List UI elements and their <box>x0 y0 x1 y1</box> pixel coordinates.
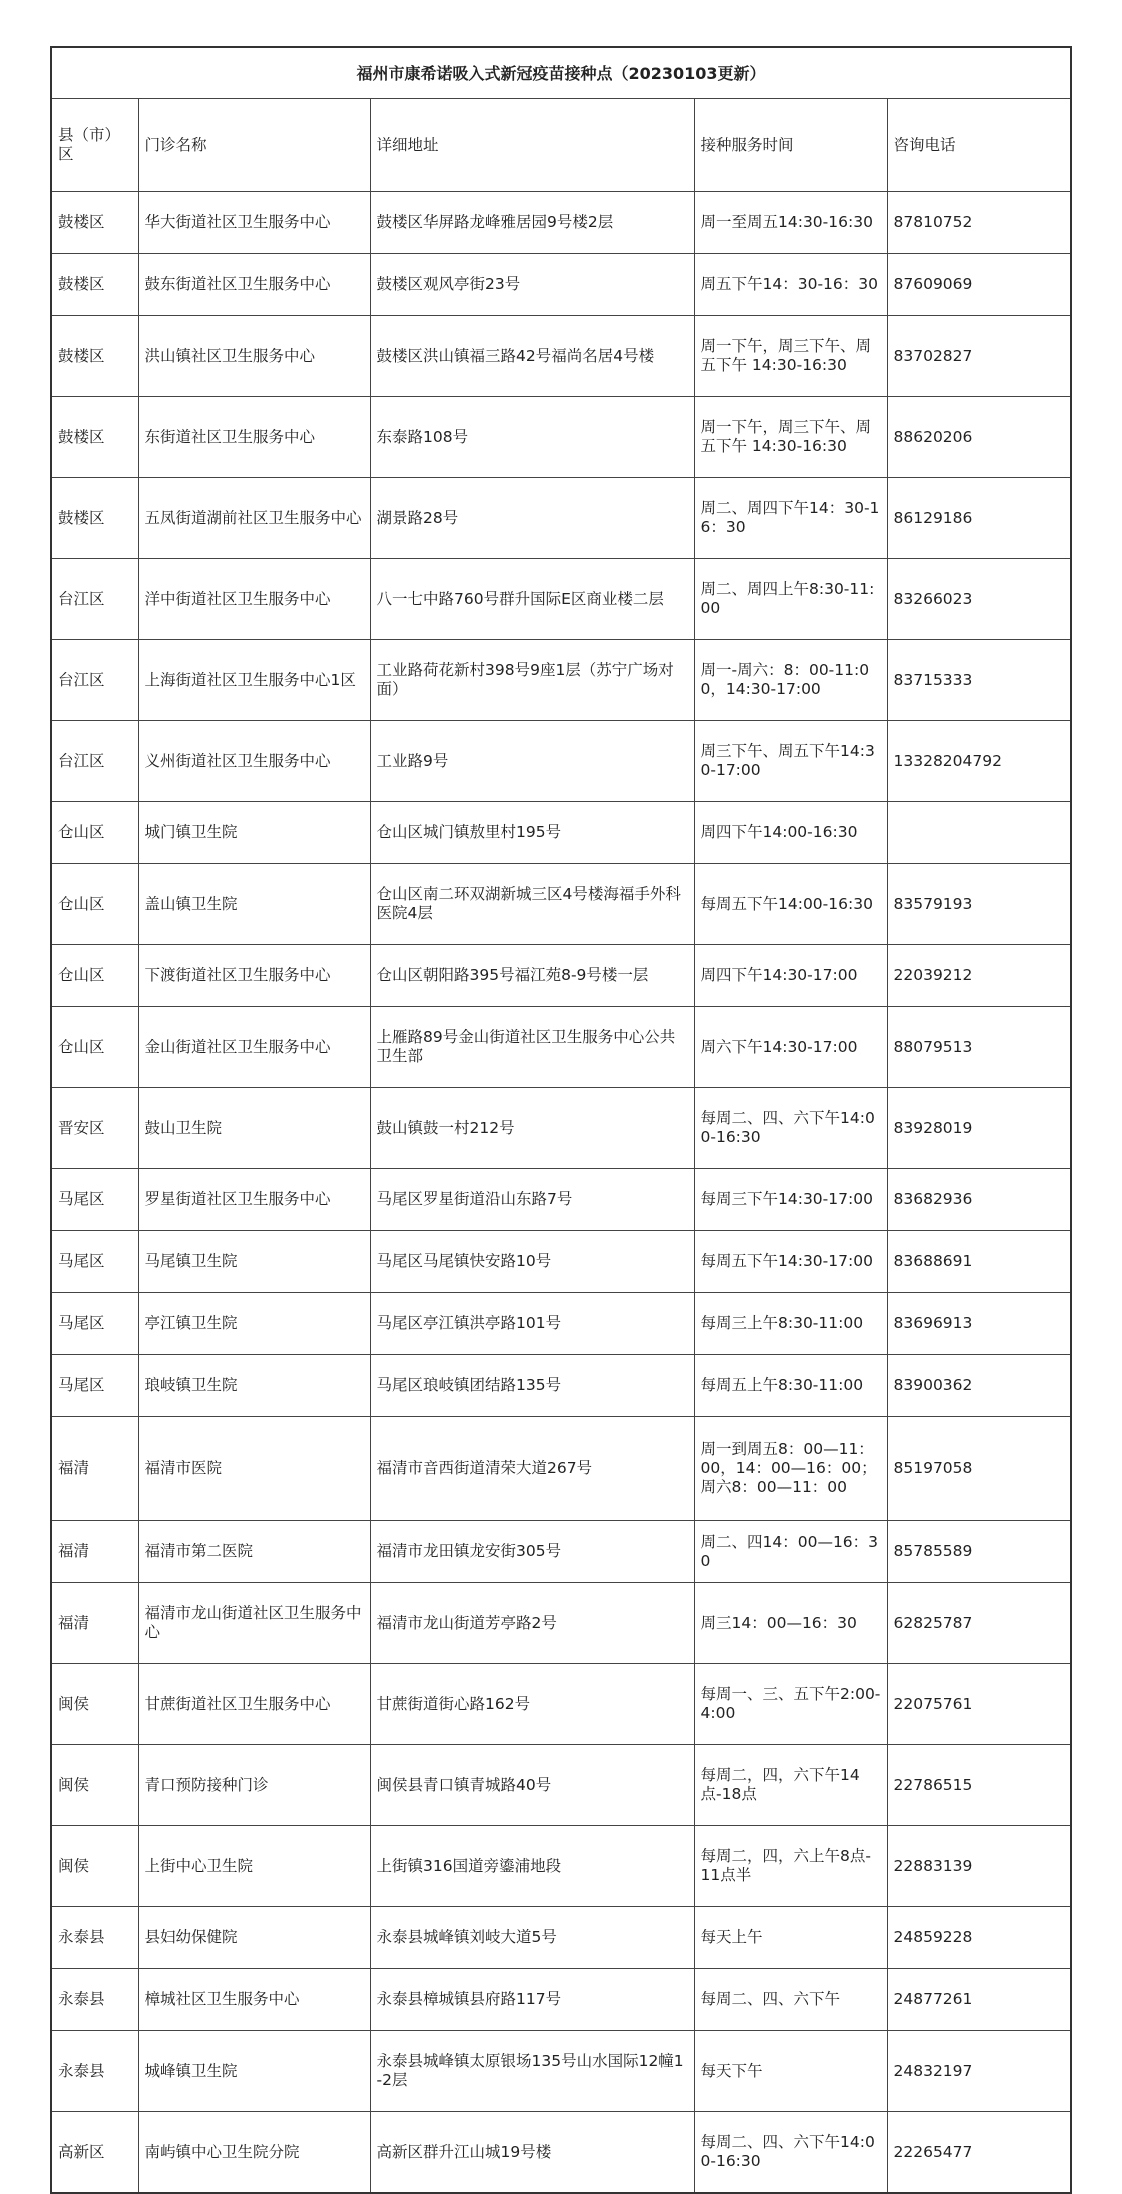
service-time-cell: 每周二，四，六下午14点-18点 <box>694 1745 887 1826</box>
district-cell: 马尾区 <box>51 1355 138 1417</box>
table-row <box>51 1088 1071 1169</box>
service-time-cell: 每周三上午8:30-11:00 <box>694 1293 887 1355</box>
phone-cell: 22883139 <box>887 1826 1071 1907</box>
service-time-cell: 每周一、三、五下午2:00-4:00 <box>694 1664 887 1745</box>
district-cell: 马尾区 <box>51 1169 138 1231</box>
header-address: 详细地址 <box>370 99 694 192</box>
district-cell: 仓山区 <box>51 945 138 1007</box>
address-cell: 高新区群升江山城19号楼 <box>370 2112 694 2194</box>
phone-cell: 85197058 <box>887 1417 1071 1521</box>
table-row <box>51 802 1071 864</box>
table-row <box>51 945 1071 1007</box>
clinic-name-cell: 义州街道社区卫生服务中心 <box>138 721 370 802</box>
district-cell: 鼓楼区 <box>51 478 138 559</box>
phone-cell: 88620206 <box>887 397 1071 478</box>
clinic-name-cell: 亭江镇卫生院 <box>138 1293 370 1355</box>
table-row <box>51 1231 1071 1293</box>
district-cell: 鼓楼区 <box>51 192 138 254</box>
address-cell: 马尾区罗星街道沿山东路7号 <box>370 1169 694 1231</box>
service-time-cell: 周二、四14：00—16：30 <box>694 1521 887 1583</box>
service-time-cell: 周三14：00—16：30 <box>694 1583 887 1664</box>
clinic-name-cell: 福清市医院 <box>138 1417 370 1521</box>
table-row <box>51 640 1071 721</box>
table-row <box>51 864 1071 945</box>
title-row <box>51 47 1071 99</box>
phone-cell: 83715333 <box>887 640 1071 721</box>
address-cell: 湖景路28号 <box>370 478 694 559</box>
clinic-name-cell: 青口预防接种门诊 <box>138 1745 370 1826</box>
service-time-cell: 周一至周五14:30-16:30 <box>694 192 887 254</box>
clinic-name-cell: 金山街道社区卫生服务中心 <box>138 1007 370 1088</box>
service-time-cell: 周一-周六：8：00-11:00，14:30-17:00 <box>694 640 887 721</box>
clinic-name-cell: 华大街道社区卫生服务中心 <box>138 192 370 254</box>
phone-cell: 83696913 <box>887 1293 1071 1355</box>
service-time-cell: 周三下午、周五下午14:30-17:00 <box>694 721 887 802</box>
clinic-name-cell: 县妇幼保健院 <box>138 1907 370 1969</box>
phone-cell: 22075761 <box>887 1664 1071 1745</box>
service-time-cell: 每周二，四，六上午8点-11点半 <box>694 1826 887 1907</box>
clinic-name-cell: 福清市第二医院 <box>138 1521 370 1583</box>
clinic-name-cell: 城峰镇卫生院 <box>138 2031 370 2112</box>
service-time-cell: 每天下午 <box>694 2031 887 2112</box>
district-cell: 马尾区 <box>51 1293 138 1355</box>
header-clinic-name: 门诊名称 <box>138 99 370 192</box>
clinic-name-cell: 上海街道社区卫生服务中心1区 <box>138 640 370 721</box>
district-cell: 台江区 <box>51 721 138 802</box>
service-time-cell: 每周二、四、六下午14:00-16:30 <box>694 2112 887 2194</box>
service-time-cell: 周四下午14:30-17:00 <box>694 945 887 1007</box>
table-row <box>51 1745 1071 1826</box>
clinic-name-cell: 五凤街道湖前社区卫生服务中心 <box>138 478 370 559</box>
phone-cell: 13328204792 <box>887 721 1071 802</box>
phone-cell: 24859228 <box>887 1907 1071 1969</box>
district-cell: 永泰县 <box>51 1969 138 2031</box>
table-row <box>51 316 1071 397</box>
phone-cell: 87810752 <box>887 192 1071 254</box>
phone-cell <box>887 802 1071 864</box>
clinic-name-cell: 福清市龙山街道社区卫生服务中心 <box>138 1583 370 1664</box>
address-cell: 马尾区亭江镇洪亭路101号 <box>370 1293 694 1355</box>
district-cell: 高新区 <box>51 2112 138 2194</box>
district-cell: 闽侯 <box>51 1826 138 1907</box>
phone-cell: 87609069 <box>887 254 1071 316</box>
table-title: 福州市康希诺吸入式新冠疫苗接种点（20230103更新） <box>51 47 1071 99</box>
address-cell: 马尾区琅岐镇团结路135号 <box>370 1355 694 1417</box>
phone-cell: 83900362 <box>887 1355 1071 1417</box>
clinic-name-cell: 洪山镇社区卫生服务中心 <box>138 316 370 397</box>
phone-cell: 83688691 <box>887 1231 1071 1293</box>
district-cell: 仓山区 <box>51 864 138 945</box>
address-cell: 马尾区马尾镇快安路10号 <box>370 1231 694 1293</box>
vaccination-sites-sheet <box>50 46 1070 2194</box>
district-cell: 福清 <box>51 1583 138 1664</box>
phone-cell: 83682936 <box>887 1169 1071 1231</box>
table-row <box>51 1969 1071 2031</box>
address-cell: 福清市音西街道清荣大道267号 <box>370 1417 694 1521</box>
district-cell: 永泰县 <box>51 1907 138 1969</box>
table-row <box>51 1417 1071 1521</box>
table-row <box>51 1664 1071 1745</box>
table-row <box>51 1355 1071 1417</box>
address-cell: 鼓山镇鼓一村212号 <box>370 1088 694 1169</box>
address-cell: 仓山区朝阳路395号福江苑8-9号楼一层 <box>370 945 694 1007</box>
phone-cell: 88079513 <box>887 1007 1071 1088</box>
phone-cell: 22265477 <box>887 2112 1071 2194</box>
table-row <box>51 192 1071 254</box>
clinic-name-cell: 甘蔗街道社区卫生服务中心 <box>138 1664 370 1745</box>
phone-cell: 83928019 <box>887 1088 1071 1169</box>
district-cell: 鼓楼区 <box>51 316 138 397</box>
clinic-name-cell: 上街中心卫生院 <box>138 1826 370 1907</box>
clinic-name-cell: 鼓山卫生院 <box>138 1088 370 1169</box>
table-row <box>51 1583 1071 1664</box>
phone-cell: 62825787 <box>887 1583 1071 1664</box>
address-cell: 仓山区南二环双湖新城三区4号楼海福手外科医院4层 <box>370 864 694 945</box>
address-cell: 福清市龙山街道芳亭路2号 <box>370 1583 694 1664</box>
district-cell: 鼓楼区 <box>51 397 138 478</box>
service-time-cell: 周二、周四上午8:30-11:00 <box>694 559 887 640</box>
address-cell: 上雁路89号金山街道社区卫生服务中心公共卫生部 <box>370 1007 694 1088</box>
service-time-cell: 周五下午14：30-16：30 <box>694 254 887 316</box>
phone-cell: 24877261 <box>887 1969 1071 2031</box>
clinic-name-cell: 南屿镇中心卫生院分院 <box>138 2112 370 2194</box>
phone-cell: 83579193 <box>887 864 1071 945</box>
table-row <box>51 254 1071 316</box>
address-cell: 永泰县城峰镇太原银场135号山水国际12幢1-2层 <box>370 2031 694 2112</box>
clinic-name-cell: 罗星街道社区卫生服务中心 <box>138 1169 370 1231</box>
table-row <box>51 2031 1071 2112</box>
service-time-cell: 每周五下午14:00-16:30 <box>694 864 887 945</box>
service-time-cell: 每周五下午14:30-17:00 <box>694 1231 887 1293</box>
phone-cell: 86129186 <box>887 478 1071 559</box>
table-row <box>51 478 1071 559</box>
phone-cell: 22039212 <box>887 945 1071 1007</box>
district-cell: 闽侯 <box>51 1745 138 1826</box>
address-cell: 工业路荷花新村398号9座1层（苏宁广场对面） <box>370 640 694 721</box>
address-cell: 鼓楼区洪山镇福三路42号福尚名居4号楼 <box>370 316 694 397</box>
phone-cell: 83702827 <box>887 316 1071 397</box>
vaccination-sites-table <box>50 46 1072 2194</box>
address-cell: 永泰县城峰镇刘岐大道5号 <box>370 1907 694 1969</box>
phone-cell: 83266023 <box>887 559 1071 640</box>
district-cell: 晋安区 <box>51 1088 138 1169</box>
address-cell: 上街镇316国道旁鎏浦地段 <box>370 1826 694 1907</box>
service-time-cell: 每天上午 <box>694 1907 887 1969</box>
district-cell: 仓山区 <box>51 802 138 864</box>
table-row <box>51 1907 1071 1969</box>
address-cell: 甘蔗街道街心路162号 <box>370 1664 694 1745</box>
table-row <box>51 2112 1071 2194</box>
service-time-cell: 周二、周四下午14：30-16：30 <box>694 478 887 559</box>
clinic-name-cell: 马尾镇卫生院 <box>138 1231 370 1293</box>
phone-cell: 24832197 <box>887 2031 1071 2112</box>
district-cell: 台江区 <box>51 559 138 640</box>
address-cell: 福清市龙田镇龙安街305号 <box>370 1521 694 1583</box>
service-time-cell: 周一下午，周三下午、周五下午 14:30-16:30 <box>694 316 887 397</box>
district-cell: 永泰县 <box>51 2031 138 2112</box>
service-time-cell: 每周三下午14:30-17:00 <box>694 1169 887 1231</box>
service-time-cell: 每周二、四、六下午 <box>694 1969 887 2031</box>
table-row <box>51 1521 1071 1583</box>
clinic-name-cell: 洋中街道社区卫生服务中心 <box>138 559 370 640</box>
district-cell: 闽侯 <box>51 1664 138 1745</box>
address-cell: 鼓楼区观风亭街23号 <box>370 254 694 316</box>
district-cell: 鼓楼区 <box>51 254 138 316</box>
phone-cell: 22786515 <box>887 1745 1071 1826</box>
clinic-name-cell: 盖山镇卫生院 <box>138 864 370 945</box>
table-row <box>51 1169 1071 1231</box>
table-row <box>51 559 1071 640</box>
district-cell: 仓山区 <box>51 1007 138 1088</box>
district-cell: 马尾区 <box>51 1231 138 1293</box>
header-district: 县（市）区 <box>51 99 138 192</box>
address-cell: 东泰路108号 <box>370 397 694 478</box>
district-cell: 福清 <box>51 1417 138 1521</box>
service-time-cell: 周一到周五8：00—11：00，14：00—16：00；周六8：00—11：00 <box>694 1417 887 1521</box>
district-cell: 福清 <box>51 1521 138 1583</box>
table-row <box>51 1293 1071 1355</box>
header-service-time: 接种服务时间 <box>694 99 887 192</box>
table-row <box>51 721 1071 802</box>
clinic-name-cell: 樟城社区卫生服务中心 <box>138 1969 370 2031</box>
service-time-cell: 周一下午，周三下午、周五下午 14:30-16:30 <box>694 397 887 478</box>
service-time-cell: 每周五上午8:30-11:00 <box>694 1355 887 1417</box>
table-row <box>51 1826 1071 1907</box>
address-cell: 八一七中路760号群升国际E区商业楼二层 <box>370 559 694 640</box>
header-row <box>51 99 1071 192</box>
clinic-name-cell: 鼓东街道社区卫生服务中心 <box>138 254 370 316</box>
clinic-name-cell: 琅岐镇卫生院 <box>138 1355 370 1417</box>
address-cell: 工业路9号 <box>370 721 694 802</box>
phone-cell: 85785589 <box>887 1521 1071 1583</box>
address-cell: 永泰县樟城镇县府路117号 <box>370 1969 694 2031</box>
table-row <box>51 397 1071 478</box>
service-time-cell: 每周二、四、六下午14:00-16:30 <box>694 1088 887 1169</box>
district-cell: 台江区 <box>51 640 138 721</box>
header-phone: 咨询电话 <box>887 99 1071 192</box>
table-row <box>51 1007 1071 1088</box>
address-cell: 仓山区城门镇敖里村195号 <box>370 802 694 864</box>
clinic-name-cell: 东街道社区卫生服务中心 <box>138 397 370 478</box>
clinic-name-cell: 城门镇卫生院 <box>138 802 370 864</box>
clinic-name-cell: 下渡街道社区卫生服务中心 <box>138 945 370 1007</box>
service-time-cell: 周四下午14:00-16:30 <box>694 802 887 864</box>
address-cell: 闽侯县青口镇青城路40号 <box>370 1745 694 1826</box>
address-cell: 鼓楼区华屏路龙峰雅居园9号楼2层 <box>370 192 694 254</box>
service-time-cell: 周六下午14:30-17:00 <box>694 1007 887 1088</box>
